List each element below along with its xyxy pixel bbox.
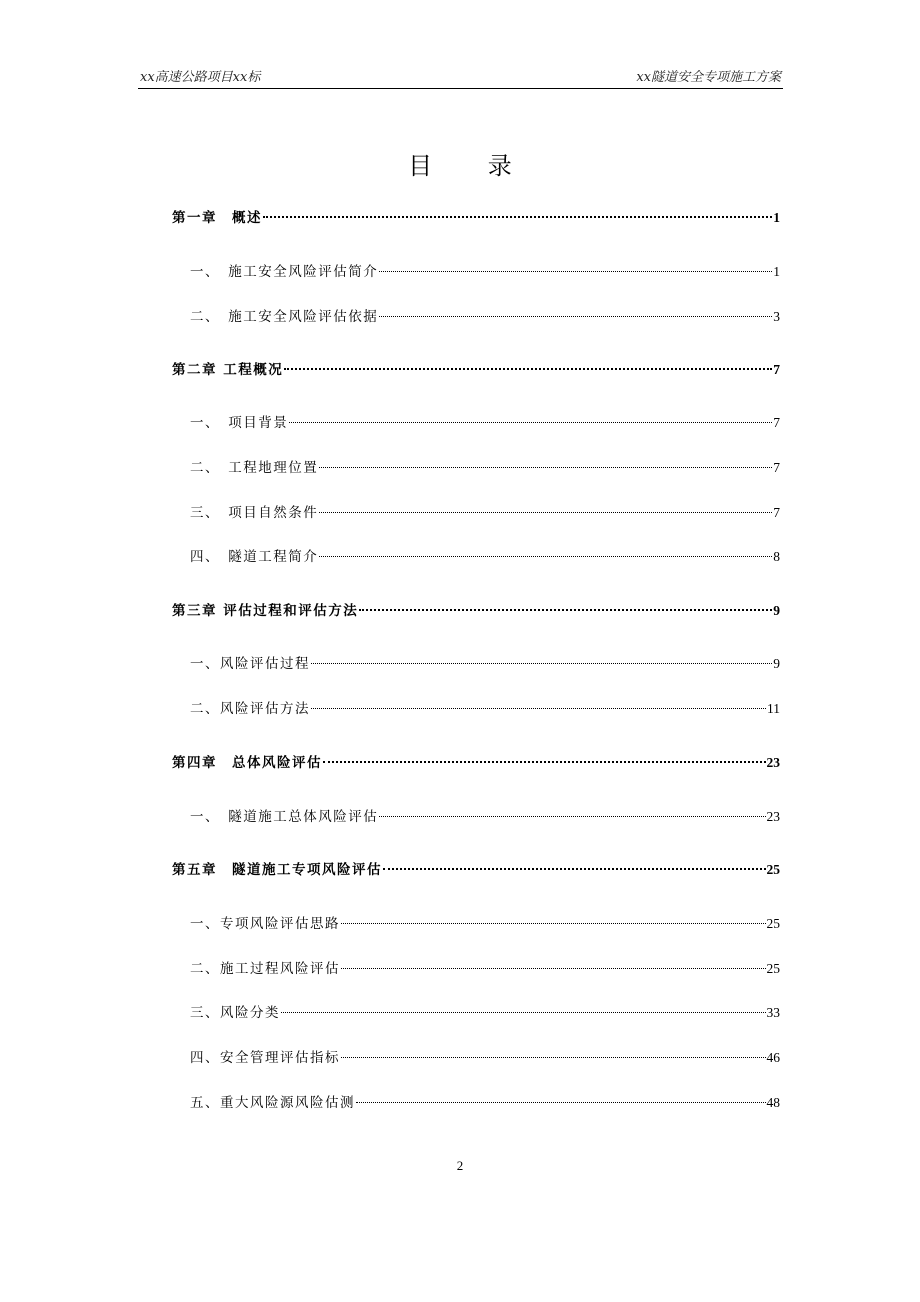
toc-entry-page: 1: [773, 264, 780, 279]
toc-entry-page: 23: [766, 809, 780, 824]
toc-leader-dots: [319, 555, 772, 557]
toc-leader-dots: [323, 760, 766, 763]
toc-entry-page: 7: [773, 415, 780, 430]
toc-leader-dots: [281, 1011, 766, 1013]
toc-leader-dots: [356, 1101, 766, 1103]
toc-entry[interactable]: [172, 753, 780, 773]
toc-entry-page: 46: [766, 1050, 780, 1065]
toc-entry[interactable]: [172, 699, 780, 719]
toc-entry-page: 25: [766, 862, 780, 877]
toc-entry-label: 四、安全管理评估指标: [190, 1050, 340, 1066]
toc-entry[interactable]: [172, 959, 780, 979]
toc-entry-label: 四、 隧道工程简介: [190, 549, 319, 565]
toc-entry[interactable]: [172, 654, 780, 674]
toc-leader-dots: [311, 707, 766, 709]
toc-leader-dots: [319, 466, 772, 468]
toc-leader-dots: [383, 867, 766, 870]
toc-entry-label: 二、 工程地理位置: [190, 460, 319, 476]
toc-entry-label: 一、专项风险评估思路: [190, 916, 340, 932]
page-number: 2: [456, 1158, 464, 1173]
toc-entry[interactable]: [172, 1093, 780, 1113]
toc-entry-label: 二、施工过程风险评估: [190, 961, 340, 977]
toc-leader-dots: [359, 608, 772, 611]
toc-leader-dots: [341, 1056, 766, 1058]
toc-entry-label: 一、风险评估过程: [190, 656, 310, 672]
toc-entry-page: 25: [766, 961, 780, 976]
toc-entry-label: 三、 项目自然条件: [190, 505, 319, 521]
toc-entry[interactable]: [172, 807, 780, 827]
toc-entry-label: 第一章 概述: [172, 210, 262, 226]
toc-entry-label: 二、风险评估方法: [190, 701, 310, 717]
toc-entry[interactable]: [172, 307, 780, 327]
toc-leader-dots: [341, 922, 766, 924]
toc-entry[interactable]: [172, 360, 780, 380]
toc-title: 目 录: [408, 152, 536, 180]
toc-leader-dots: [379, 270, 772, 272]
toc-entry[interactable]: [172, 1003, 780, 1023]
toc-entry-page: 9: [773, 656, 780, 671]
toc-entry[interactable]: [172, 914, 780, 934]
toc-entry[interactable]: [172, 601, 780, 621]
toc-entry-label: 一、 隧道施工总体风险评估: [190, 809, 379, 825]
toc-entry[interactable]: [172, 458, 780, 478]
toc-entry-page: 23: [766, 755, 780, 770]
toc-entry[interactable]: [172, 208, 780, 228]
toc-entry[interactable]: [172, 860, 780, 880]
toc-entry-label: 第四章 总体风险评估: [172, 755, 322, 771]
toc-entry[interactable]: [172, 262, 780, 282]
toc-entry-label: 二、 施工安全风险评估依据: [190, 309, 379, 325]
toc-entry[interactable]: [172, 547, 780, 567]
toc-leader-dots: [379, 815, 765, 817]
toc-entry-label: 第三章 评估过程和评估方法: [172, 603, 359, 619]
toc-entry-page: 7: [773, 460, 780, 475]
toc-entry-page: 3: [773, 309, 780, 324]
toc-leader-dots: [341, 967, 766, 969]
toc-entry-page: 7: [773, 505, 780, 520]
toc-leader-dots: [289, 421, 772, 423]
toc-entry-label: 第五章 隧道施工专项风险评估: [172, 862, 382, 878]
header-project-name: xx高速公路项目xx标: [140, 70, 261, 85]
toc-entry-label: 五、重大风险源风险估测: [190, 1095, 355, 1111]
toc-leader-dots: [319, 511, 772, 513]
toc-entry-label: 一、 项目背景: [190, 415, 289, 431]
toc-leader-dots: [379, 315, 772, 317]
toc-entry-label: 一、 施工安全风险评估简介: [190, 264, 379, 280]
toc-entry-page: 1: [773, 210, 780, 225]
toc-entry[interactable]: [172, 413, 780, 433]
toc-entry-label: 三、风险分类: [190, 1005, 280, 1021]
toc-entry-page: 7: [773, 362, 780, 377]
toc-leader-dots: [263, 215, 772, 218]
toc-entry-page: 25: [766, 916, 780, 931]
toc-entry-page: 11: [767, 701, 780, 716]
toc-entry-page: 8: [773, 549, 780, 564]
toc-entry-label: 第二章 工程概况: [172, 362, 284, 378]
running-header: [138, 66, 783, 89]
toc-entry[interactable]: [172, 503, 780, 523]
header-document-name: xx隧道安全专项施工方案: [636, 70, 781, 85]
toc-entry[interactable]: [172, 1048, 780, 1068]
toc-entry-page: 9: [773, 603, 780, 618]
toc-leader-dots: [284, 367, 772, 370]
toc-entry-page: 48: [766, 1095, 780, 1110]
toc-entry-page: 33: [766, 1005, 780, 1020]
toc-leader-dots: [311, 662, 772, 664]
